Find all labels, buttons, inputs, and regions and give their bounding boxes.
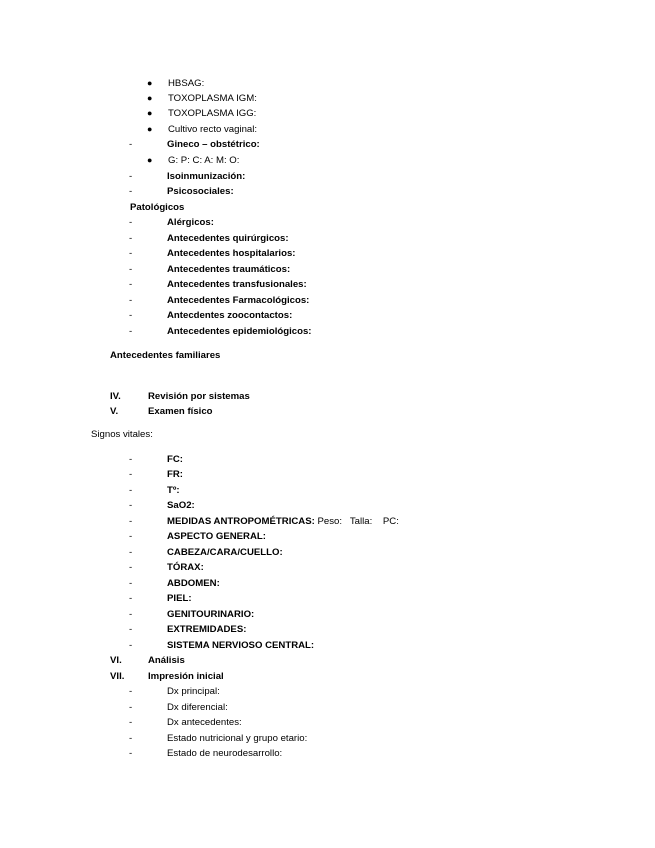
dash-icon: - — [129, 702, 133, 713]
dash-icon: - — [129, 547, 133, 558]
item-dx-diferencial: Dx diferencial: — [167, 702, 228, 713]
section-number: IV. — [110, 391, 121, 402]
dash-icon: - — [129, 454, 133, 465]
item-toxo-igg: TOXOPLASMA IGG: — [168, 108, 257, 119]
dash-icon: - — [129, 217, 133, 228]
dash-icon: - — [129, 717, 133, 728]
dash-icon: - — [129, 516, 133, 527]
item-hospitalarios: Antecedentes hospitalarios: — [167, 248, 296, 259]
item-torax: TÓRAX: — [167, 562, 204, 573]
dash-icon: - — [129, 310, 133, 321]
dash-icon: - — [129, 295, 133, 306]
dash-icon: - — [129, 531, 133, 542]
item-alergicos: Alérgicos: — [167, 217, 214, 228]
section-title: Examen físico — [148, 406, 213, 417]
dash-icon: - — [129, 248, 133, 259]
gpcamo-text: G: P: C: A: M: O: — [168, 155, 240, 166]
dash-icon: - — [129, 748, 133, 759]
dash-icon: - — [129, 500, 133, 511]
item-hbsag: HBSAG: — [168, 78, 205, 89]
section-title: Impresión inicial — [148, 671, 224, 682]
item-estado-nutricional: Estado nutricional y grupo etario: — [167, 733, 308, 744]
section-title: Análisis — [148, 655, 185, 666]
dash-icon: - — [129, 640, 133, 651]
dash-icon: - — [129, 171, 133, 182]
bullet-icon: ● — [147, 93, 153, 103]
item-snc: SISTEMA NERVIOSO CENTRAL: — [167, 640, 315, 651]
bullet-icon: ● — [147, 78, 153, 88]
section-number: VI. — [110, 655, 122, 666]
item-cabeza: CABEZA/CARA/CUELLO: — [167, 547, 283, 558]
item-temp: Tº: — [167, 485, 180, 496]
dash-icon: - — [129, 578, 133, 589]
bullet-icon: ● — [147, 155, 153, 165]
item-piel: PIEL: — [167, 593, 192, 604]
item-dx-antecedentes: Dx antecedentes: — [167, 717, 242, 728]
section-number: V. — [110, 406, 119, 417]
dash-icon: - — [129, 139, 133, 150]
item-neurodesarrollo: Estado de neurodesarrollo: — [167, 748, 283, 759]
item-transfusionales: Antecedentes transfusionales: — [167, 279, 307, 290]
signos-vitales-heading: Signos vitales: — [91, 429, 153, 440]
isoinmunizacion-label: Isoinmunización: — [167, 171, 246, 182]
item-aspecto-general: ASPECTO GENERAL: — [167, 531, 266, 542]
dash-icon: - — [129, 562, 133, 573]
item-cultivo: Cultivo recto vaginal: — [168, 124, 258, 135]
item-fc: FC: — [167, 454, 183, 465]
dash-icon: - — [129, 593, 133, 604]
item-dx-principal: Dx principal: — [167, 686, 220, 697]
dash-icon: - — [129, 733, 133, 744]
section-number: VII. — [110, 671, 125, 682]
item-quirurgicos: Antecedentes quirúrgicos: — [167, 233, 289, 244]
dash-icon: - — [129, 686, 133, 697]
item-medidas — [167, 517, 399, 527]
patologicos-heading: Patológicos — [130, 202, 185, 213]
dash-icon: - — [129, 485, 133, 496]
antecedentes-familiares-heading: Antecedentes familiares — [110, 350, 221, 361]
item-fr: FR: — [167, 469, 183, 480]
dash-icon: - — [129, 469, 133, 480]
psicosociales-label: Psicosociales: — [167, 186, 234, 197]
dash-icon: - — [129, 326, 133, 337]
dash-icon: - — [129, 624, 133, 635]
bullet-icon: ● — [147, 108, 153, 118]
dash-icon: - — [129, 233, 133, 244]
item-extremidades: EXTREMIDADES: — [167, 624, 247, 635]
dash-icon: - — [129, 279, 133, 290]
medidas-fields: Peso: Talla: PC: — [314, 516, 399, 527]
item-zoocontactos: Antecdentes zoocontactos: — [167, 310, 293, 321]
gineco-label: Gineco – obstétrico: — [167, 139, 260, 150]
item-genitourinario: GENITOURINARIO: — [167, 609, 255, 620]
section-title: Revisión por sistemas — [148, 391, 250, 402]
item-sao2: SaO2: — [167, 500, 195, 511]
dash-icon: - — [129, 186, 133, 197]
item-epidemiologicos: Antecedentes epidemiológicos: — [167, 326, 312, 337]
medidas-label: MEDIDAS ANTROPOMÉTRICAS: — [167, 516, 315, 527]
item-toxo-igm: TOXOPLASMA IGM: — [168, 93, 257, 104]
item-farmacologicos: Antecedentes Farmacológicos: — [167, 295, 310, 306]
item-traumaticos: Antecedentes traumáticos: — [167, 264, 291, 275]
item-abdomen: ABDOMEN: — [167, 578, 220, 589]
dash-icon: - — [129, 264, 133, 275]
dash-icon: - — [129, 609, 133, 620]
bullet-icon: ● — [147, 124, 153, 134]
